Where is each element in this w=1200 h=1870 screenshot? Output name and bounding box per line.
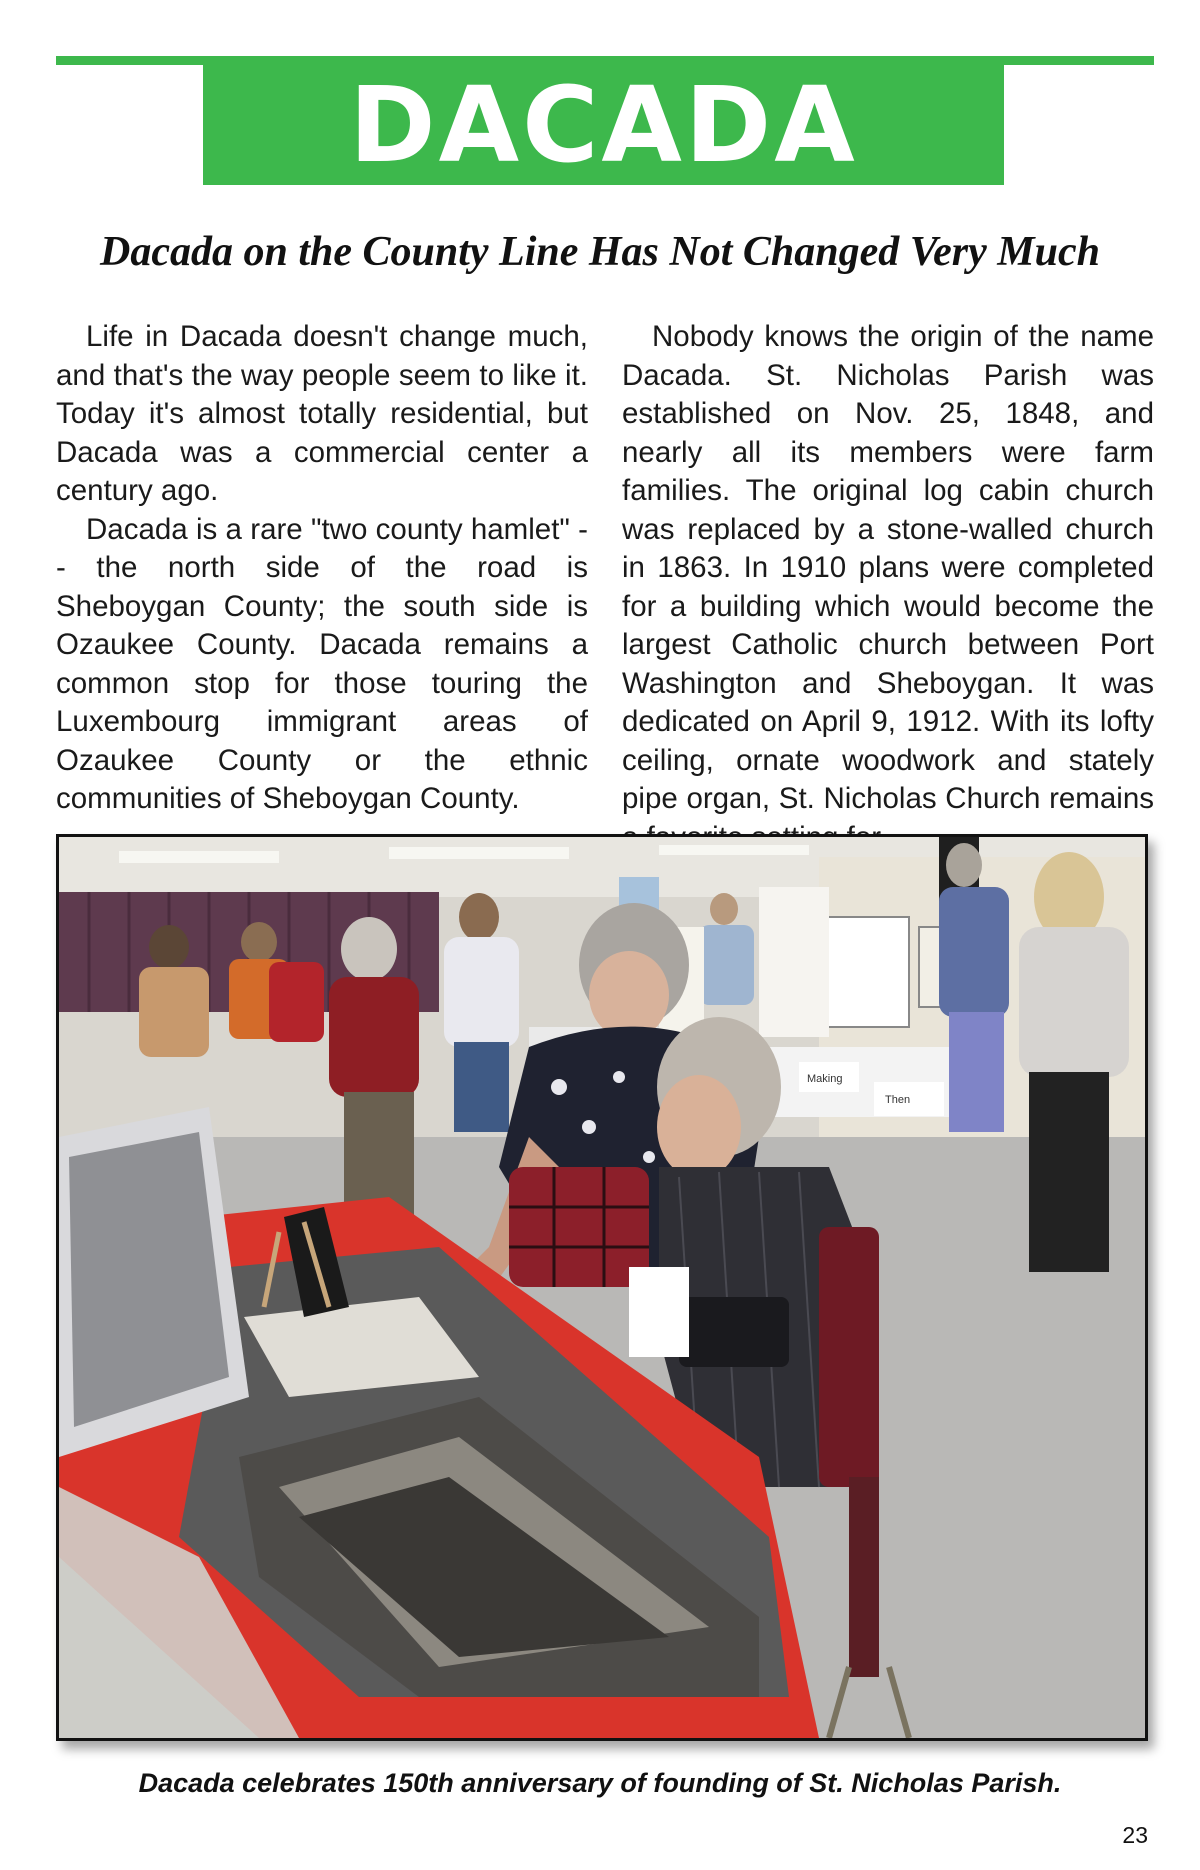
event-photo: [56, 834, 1148, 1741]
sign-text-making: Making: [807, 1073, 843, 1085]
section-title: DACADA: [349, 63, 858, 186]
article-subtitle: Dacada on the County Line Has Not Changed Very Much: [100, 229, 1100, 275]
paragraph: Nobody knows the origin of the name Dacada. St. Nicholas Parish was established on Nov. 25, 1848, and nearly all its members were farm families. The original log cabin church was replaced by a stone-walled church in 1863. In 1910 plans were completed for a building which would become the largest Catholic church between Port Washington and Sheboygan. It was dedicated on April 9, 1912. With its lofty ceiling, ornate woodwork and stately pipe organ, St. Nicholas Church remains: [622, 320, 1154, 815]
photo-illustration: [59, 837, 1145, 1738]
right-column: [622, 318, 1154, 857]
section-title-box: [203, 64, 1004, 185]
paragraph: Life in Dacada doesn't change much, and that's the way people seem to like it. Today it's almost totally residential, but Dacada was a commercial center a century ago.: [56, 320, 588, 507]
left-column: [56, 318, 588, 819]
page-number: 23: [1122, 1822, 1148, 1848]
photo-caption: Dacada celebrates 150th anniversary of founding of St. Nicholas Parish.: [138, 1768, 1062, 1798]
sign-text-then: Then: [885, 1094, 911, 1106]
paragraph: Dacada is a rare "two county hamlet" -- the north side of the road is Sheboygan County; the south side is Ozaukee County. Dacada remains a common stop for those touring the Luxembourg immigrant areas of Ozaukee County or the ethnic communities of Sheboygan County.: [56, 512, 588, 815]
